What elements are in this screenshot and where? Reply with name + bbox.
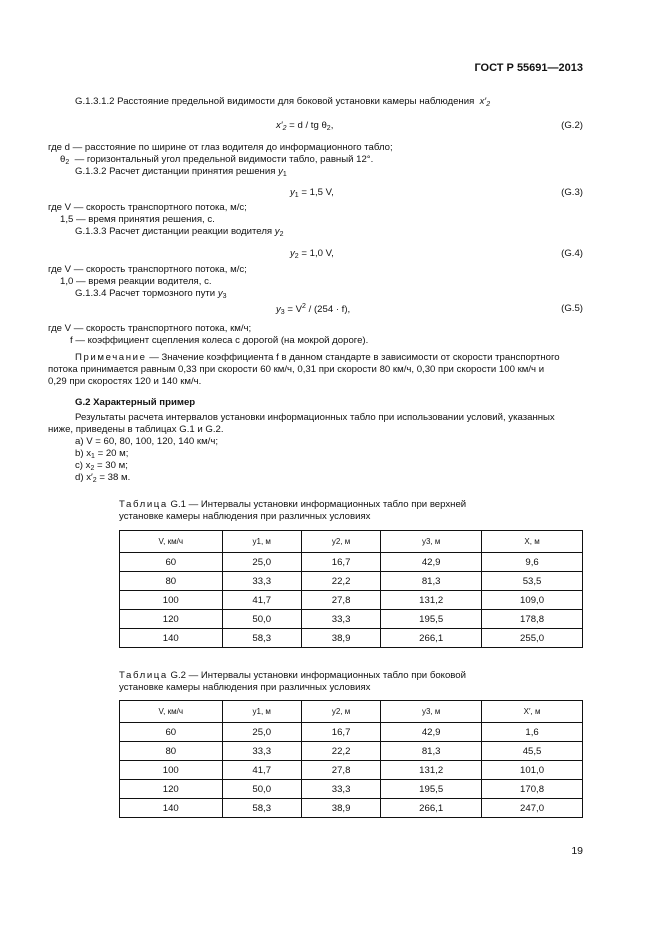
where-theta: $\theta_2$ — горизонтальный угол предельной видимости табло, равный 12°. (60, 154, 374, 166)
table-cell: 81,3 (381, 572, 482, 591)
table1-header-row (120, 531, 583, 553)
table-row (120, 572, 583, 591)
table-cell: 1,6 (482, 723, 583, 742)
table-cell: 33,3 (301, 780, 380, 799)
table-cell: 131,2 (381, 591, 482, 610)
equation-number-g2: (G.2) (561, 120, 583, 131)
table2-caption-line-2: установке камеры наблюдения при различных условиях (119, 682, 371, 693)
table-row (120, 761, 583, 780)
table-cell: 170,8 (482, 780, 583, 799)
where-t-g3: 1,5 — время принятия решения, с. (60, 214, 215, 225)
where-v-g5: где V — скорость транспортного потока, км/ч; (48, 323, 252, 334)
table-row (120, 629, 583, 648)
table-cell: 22,2 (301, 572, 380, 591)
where-v-g3: где V — скорость транспортного потока, м/с; (48, 202, 247, 213)
equation-g2: $x'_2 = d$ / tg $\theta_2$, (276, 120, 334, 132)
section-g1312-title: G.1.3.1.2 Расстояние предельной видимости для боковой установки камеры наблюдения $x'_2$ (75, 96, 491, 108)
table-cell: 247,0 (482, 799, 583, 818)
table-cell: 38,9 (301, 799, 380, 818)
page-number: 19 (571, 845, 583, 857)
table1-header-cell: y2, м (301, 531, 380, 553)
table-cell: 41,7 (222, 591, 301, 610)
var-x2prime: $x'_2$ (476, 96, 491, 108)
table-cell: 140 (120, 799, 223, 818)
table-row (120, 742, 583, 761)
condition-a: a) V = 60, 80, 100, 120, 140 км/ч; (75, 436, 219, 447)
table-cell: 42,9 (381, 553, 482, 572)
table-row (120, 553, 583, 572)
condition-b: b) $x_1 = 20$ м; (75, 448, 129, 460)
table-cell: 178,8 (482, 610, 583, 629)
table-cell: 266,1 (381, 629, 482, 648)
section-g133-title: G.1.3.3 Расчет дистанции реакции водителя $y_2$ (75, 226, 284, 238)
table-cell: 9,6 (482, 553, 583, 572)
equation-number-g4: (G.4) (561, 248, 583, 259)
table-cell: 81,3 (381, 742, 482, 761)
table-cell: 27,8 (301, 591, 380, 610)
table-cell: 100 (120, 761, 223, 780)
table-cell: 25,0 (222, 723, 301, 742)
table2 (119, 700, 583, 818)
where-f-g5: f — коэффициент сцепления колеса с дорогой (на мокрой дороге). (70, 335, 369, 346)
table-cell: 195,5 (381, 610, 482, 629)
condition-d: d) $x'_2 = 38$ м. (75, 472, 131, 484)
table-cell: 27,8 (301, 761, 380, 780)
table-cell: 60 (120, 553, 223, 572)
table-cell: 60 (120, 723, 223, 742)
table-cell: 41,7 (222, 761, 301, 780)
table-cell: 131,2 (381, 761, 482, 780)
table-cell: 53,5 (482, 572, 583, 591)
table2-header-cell: y1, м (222, 701, 301, 723)
section-g2-para-1: Результаты расчета интервалов установки информационных табло при использовании условий, указанных (75, 412, 555, 423)
table2-header-cell: V, км/ч (120, 701, 223, 723)
table-cell: 50,0 (222, 780, 301, 799)
note-line-1: Примечание — Значение коэффициента f в данном стандарте в зависимости от скорости транспортного (75, 352, 560, 363)
table-cell: 80 (120, 572, 223, 591)
table-cell: 58,3 (222, 799, 301, 818)
equation-g5: $y_3 = V^2 / (254 \cdot f)$, (276, 303, 351, 317)
note-line-3: 0,29 при скоростях 120 и 140 км/ч. (48, 376, 202, 387)
table-cell: 33,3 (222, 572, 301, 591)
table-row (120, 591, 583, 610)
equation-number-g5: (G.5) (561, 303, 583, 314)
table-row (120, 799, 583, 818)
where-v-g4: где V — скорость транспортного потока, м/с; (48, 264, 247, 275)
table2-header-cell: y3, м (381, 701, 482, 723)
table-cell: 58,3 (222, 629, 301, 648)
table-cell: 255,0 (482, 629, 583, 648)
table2-header-cell: X′, м (482, 701, 583, 723)
table-cell: 16,7 (301, 553, 380, 572)
section-g2-title: G.2 Характерный пример (75, 397, 196, 408)
table-cell: 101,0 (482, 761, 583, 780)
table1-header-cell: X, м (482, 531, 583, 553)
section-g2-para-2: ниже, приведены в таблицах G.1 и G.2. (48, 424, 224, 435)
table2-caption-line-1: Таблица G.2 — Интервалы установки информационных табло при боковой (119, 670, 466, 681)
table1-header-cell: V, км/ч (120, 531, 223, 553)
equation-g4: $y_2 = 1,0$ V, (290, 248, 334, 260)
table-cell: 109,0 (482, 591, 583, 610)
table-cell: 42,9 (381, 723, 482, 742)
table-cell: 38,9 (301, 629, 380, 648)
table-cell: 80 (120, 742, 223, 761)
table-cell: 120 (120, 780, 223, 799)
table-cell: 50,0 (222, 610, 301, 629)
table-cell: 266,1 (381, 799, 482, 818)
note-line-2: потока принимается равным 0,33 при скорости 60 км/ч, 0,31 при скорости 80 км/ч, 0,30 при скорости 100 км/ч и (48, 364, 545, 375)
equation-g3: $y_1 = 1,5$ V, (290, 187, 334, 199)
table1 (119, 530, 583, 648)
table-cell: 45,5 (482, 742, 583, 761)
table2-header-row (120, 701, 583, 723)
table-cell: 16,7 (301, 723, 380, 742)
condition-c: c) $x_2 = 30$ м; (75, 460, 128, 472)
section-g132-title: G.1.3.2 Расчет дистанции принятия решения $y_1$ (75, 166, 287, 178)
table1-header-cell: y1, м (222, 531, 301, 553)
table-cell: 140 (120, 629, 223, 648)
section-g134-title: G.1.3.4 Расчет тормозного пути $y_3$ (75, 288, 227, 300)
table-row (120, 780, 583, 799)
note-label: Примечание (75, 352, 147, 363)
table-cell: 33,3 (301, 610, 380, 629)
table-cell: 120 (120, 610, 223, 629)
table1-header-cell: y3, м (381, 531, 482, 553)
table1-caption-line-2: установке камеры наблюдения при различных условиях (119, 511, 371, 522)
table-cell: 25,0 (222, 553, 301, 572)
table-row (120, 723, 583, 742)
table-row (120, 610, 583, 629)
table-cell: 100 (120, 591, 223, 610)
document-header: ГОСТ Р 55691—2013 (474, 62, 583, 74)
table-cell: 195,5 (381, 780, 482, 799)
table-cell: 33,3 (222, 742, 301, 761)
table-cell: 22,2 (301, 742, 380, 761)
equation-number-g3: (G.3) (561, 187, 583, 198)
table1-caption-line-1: Таблица G.1 — Интервалы установки информационных табло при верхней (119, 499, 467, 510)
where-t-g4: 1,0 — время реакции водителя, с. (60, 276, 212, 287)
table2-header-cell: y2, м (301, 701, 380, 723)
where-d: где d — расстояние по ширине от глаз водителя до информационного табло; (48, 142, 393, 153)
